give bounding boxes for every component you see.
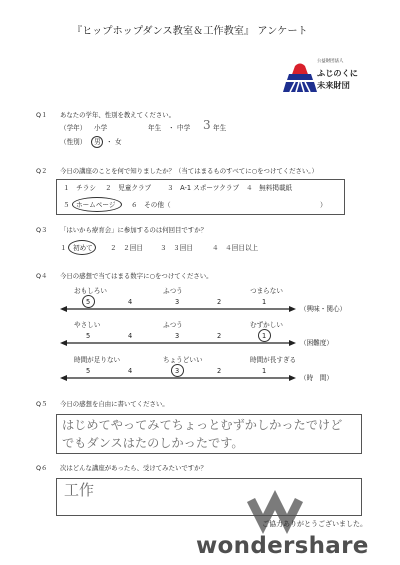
- org-name-line1: ふじのくに: [317, 68, 358, 78]
- q6-answer-box: [56, 478, 362, 516]
- arrow-left-icon: [60, 306, 67, 312]
- q5-answer-line-2: でもダンスはたのしかったです。: [62, 436, 244, 450]
- q6-label: Q６: [36, 464, 48, 472]
- scale-2-option-4: 4: [128, 367, 133, 375]
- q3-option-1-circle-mark: [68, 240, 96, 255]
- thanks-message: ご協力ありがとうございました。: [262, 520, 367, 528]
- q5-label: Q５: [36, 400, 48, 408]
- arrow-left-icon: [60, 375, 67, 381]
- scale-0-axis-label: （興味・関心）: [300, 305, 347, 313]
- watermark-text: wondershare: [196, 533, 369, 559]
- arrow-right-icon: [289, 340, 296, 346]
- grade-separator: ・: [168, 124, 175, 132]
- q2-option-3: ３ A-1 スポーツクラブ: [167, 184, 240, 192]
- scale-1-option-4: 4: [128, 332, 133, 340]
- org-name-line2: 未来財団: [317, 80, 350, 90]
- scale-1-option-3: 3: [175, 332, 180, 340]
- q4-label: Q４: [36, 272, 48, 280]
- scale-2-option-3: 3: [175, 367, 180, 375]
- foundation-logo: [282, 58, 318, 94]
- mountain-logo-icon: [282, 58, 318, 94]
- arrow-right-icon: [289, 306, 296, 312]
- q3-option-2: ２ ２回目: [110, 244, 143, 252]
- q3-text: 「はいから療育会」に参加するのは何回目ですか？: [60, 226, 207, 234]
- q2-option-1: １ チラシ: [63, 184, 96, 192]
- grade-year-label-2: 年生: [213, 124, 227, 132]
- scale-2-selected-circle-mark: [171, 364, 184, 377]
- sex-female: 女: [115, 138, 122, 146]
- grade-answer: 3: [203, 118, 211, 132]
- q5-text: 今日の感想を自由に書いてください。: [60, 400, 169, 408]
- scale-2-option-5: 5: [86, 367, 91, 375]
- q2-option-5-num: ５: [63, 201, 70, 209]
- scale-0-left-label: おもしろい: [74, 287, 107, 295]
- q6-answer: 工作: [64, 481, 95, 499]
- q1-label: Q１: [36, 111, 48, 119]
- q2-option-5: ホームページ: [76, 201, 116, 209]
- scale-2-mid-label: ちょうどいい: [163, 356, 203, 364]
- scale-0-option-1: 1: [262, 298, 267, 306]
- scale-1-mid-label: ふつう: [163, 321, 183, 329]
- q2-label: Q２: [36, 167, 48, 175]
- q3-option-3: ３ ３回目: [160, 244, 193, 252]
- grade-year-label: 年生: [148, 124, 162, 132]
- form-title: 『ヒップホップダンス教室＆工作教室』 アンケート: [72, 26, 308, 37]
- sex-separator: ・: [106, 138, 113, 146]
- scale-0-option-2: 2: [217, 298, 222, 306]
- scale-1-right-label: むずかしい: [250, 321, 283, 329]
- scale-1-axis-label: （困難度）: [300, 339, 333, 347]
- q1-text: あなたの学年、性別を教えてください。: [60, 111, 176, 119]
- scale-0-right-label: つまらない: [250, 287, 283, 295]
- scale-2-right-label: 時間が長すぎる: [250, 356, 297, 364]
- scale-2-option-1: 1: [262, 367, 267, 375]
- q2-option-2: ２ 児童クラブ: [105, 184, 152, 192]
- arrow-left-icon: [60, 340, 67, 346]
- sex-label: （性別）: [60, 138, 87, 146]
- q3-option-4: ４ ４回目以上: [212, 244, 259, 252]
- scale-1-option-1: 1: [262, 332, 267, 340]
- scale-2-option-2: 2: [217, 367, 222, 375]
- q2-option-6: ６ その他（: [131, 201, 171, 209]
- grade-middle: 中学: [177, 124, 191, 132]
- q3-label: Q３: [36, 226, 48, 234]
- q4-text: 今日の感想で当てはまる数字に○をつけてください。: [60, 272, 213, 280]
- scale-1-selected-circle-mark: [258, 329, 271, 342]
- scale-0-option-5: 5: [86, 298, 91, 306]
- grade-elementary: 小学: [94, 124, 108, 132]
- q3-option-1: 初めて: [73, 244, 93, 252]
- scale-1-option-2: 2: [217, 332, 222, 340]
- q2-option-4: ４ 無料掲載紙: [246, 184, 293, 192]
- q3-option-1-num: １: [60, 244, 67, 252]
- q2-text: 今日の講座のことを何で知りましたか？（当てはまるものすべてに○をつけてください。）: [60, 167, 318, 175]
- scale-1-option-5: 5: [86, 332, 91, 340]
- scale-1-left-label: やさしい: [74, 321, 101, 329]
- q2-option-6-close: ）: [320, 201, 327, 209]
- scale-2-left-label: 時間が足りない: [74, 356, 121, 364]
- sex-male: 男: [94, 138, 101, 146]
- q6-text: 次はどんな講座があったら、受けてみたいですか？: [60, 464, 207, 472]
- org-type: 公益財団法人: [317, 59, 344, 64]
- scale-0-selected-circle-mark: [82, 295, 95, 308]
- scale-0-option-3: 3: [175, 298, 180, 306]
- scale-0-option-4: 4: [128, 298, 133, 306]
- arrow-right-icon: [289, 375, 296, 381]
- q2-option-5-circle-mark: [72, 197, 122, 212]
- scale-2-axis-label: （時 間）: [300, 374, 333, 382]
- q5-answer-line-1: はじめてやってみてちょっとむずかしかったでけど: [62, 418, 343, 432]
- scale-0-mid-label: ふつう: [163, 287, 183, 295]
- grade-label: （学年）: [60, 124, 87, 132]
